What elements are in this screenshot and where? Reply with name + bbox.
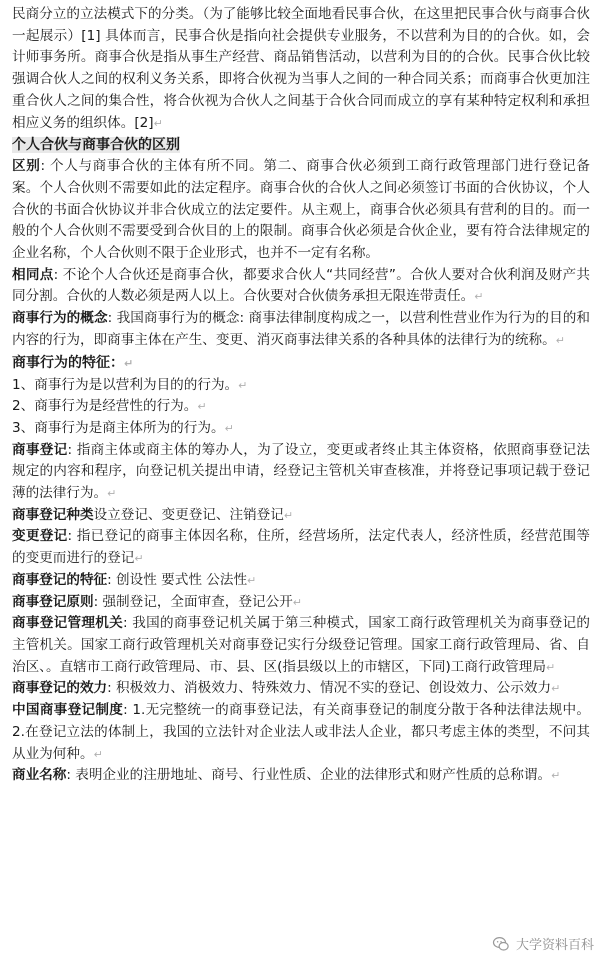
registration-authority-label: 商事登记管理机关 xyxy=(12,615,124,632)
registration-features-label: 商事登记的特征 xyxy=(12,571,108,588)
business-name-paragraph: 商业名称: 表明企业的注册地址、商号、行业性质、企业的法律形式和财产性质的总称谓。↵ xyxy=(12,767,561,784)
concept-paragraph: 商事行为的概念: 我国商事行为的概念: 商事法律制度构成之一，以营利性营业作为行为的目的和内容的行为，即商事主体在产生、变更、消灭商事法律关系的各种具体的法律行为的统称。↵ xyxy=(12,310,590,348)
feature-item: 2、商事行为是经营性的行为。↵ xyxy=(12,398,207,415)
watermark xyxy=(492,934,594,953)
section-heading: 个人合伙与商事合伙的区别 xyxy=(12,137,180,154)
difference-paragraph: 区别: 个人与商事合伙的主体有所不同。第二、商事合伙必须到工商行政管理部门进行登记备案。个人合伙则不需要如此的法定程序。商事合伙的合伙人之间必须签订书面的合伙协议，个人合伙的书面合伙协议并非合伙成立的法定要件。从主观上，商事合伙必须具有营利的目的。而一般的个人合伙则不需要受到合伙目的上的限制。商事合伙必须是合伙企业，要有符合法律规定的企业名称，个人合伙则不限于企业形式，也并不一定有名称。 xyxy=(12,158,591,262)
registration-principles-label: 商事登记原则 xyxy=(12,593,94,610)
feature-item: 1、商事行为是以营利为目的的行为。↵ xyxy=(12,376,248,393)
change-registration-paragraph: 变更登记: 指已登记的商事主体因名称，住所，经营场所，法定代表人，经济性质，经营范围等的变更而进行的登记↵ xyxy=(12,528,591,567)
business-name-label: 商业名称 xyxy=(12,767,67,784)
similarity-paragraph: 相同点: 不论个人合伙还是商事合伙，都要求合伙人“共同经营”。合伙人要对合伙利润及财产共同分割。合伙的人数必须是两人以上。合伙要对合伙债务承担无限连带责任。↵ xyxy=(12,266,591,305)
registration-types-paragraph: 商事登记种类设立登记、变更登记、注销登记↵ xyxy=(12,506,294,523)
registration-authority-paragraph: 商事登记管理机关: 我国的商事登记机关属于第三种模式，国家工商行政管理机关为商事登记的主管机关。国家工商行政管理机关对商事登记实行分级登记管理。国家工商行政管理局、省、自治区、。直辖市工商行政管理局、市、县、区(指县级以上的市辖区，下同)工商行政管理局↵ xyxy=(12,615,590,675)
registration-paragraph: 商事登记: 指商主体或商主体的筹办人，为了设立，变更或者终止其主体资格，依照商事登记法规定的内容和程序，向登记机关提出申请，经登记主管机关审查核准，并将登记事项记载于登记薄的法律行为。↵ xyxy=(12,441,591,502)
features-heading: 商事行为的特征：↵ xyxy=(12,354,134,371)
registration-types-label: 商事登记种类 xyxy=(12,506,94,523)
registration-effect-label: 商事登记的效力 xyxy=(12,680,108,697)
chat-bubble-icon xyxy=(492,935,510,953)
registration-principles-paragraph: 商事登记原则: 强制登记，全面审查，登记公开↵ xyxy=(12,593,302,610)
difference-label: 区别 xyxy=(12,158,41,175)
registration-effect-paragraph: 商事登记的效力: 积极效力、消极效力、特殊效力、情况不实的登记、创设效力、公示效力↵ xyxy=(12,680,561,697)
registration-system-paragraph: 中国商事登记制度: 1.无完整统一的商事登记法，有关商事登记的制度分散于各种法律法规中。2.在登记立法的体制上，我国的立法针对企业法人或非法人企业，都只考虑主体的类型，不问其从业为何种。↵ xyxy=(12,702,591,762)
similarity-label: 相同点 xyxy=(12,266,54,283)
watermark-text: 大学资料百科 xyxy=(515,938,594,953)
registration-system-label: 中国商事登记制度 xyxy=(12,702,124,719)
feature-item: 3、商事行为是商主体所为的行为。↵ xyxy=(12,419,234,436)
change-registration-label: 变更登记 xyxy=(12,528,68,545)
paragraph-mark: ↵ xyxy=(153,116,163,130)
registration-features-paragraph: 商事登记的特征: 创设性 要式性 公法性↵ xyxy=(12,571,257,588)
intro-paragraph: 民商分立的立法模式下的分类。（为了能够比较全面地看民事合伙，在这里把民事合伙与商事合伙一起展示）[1] 具体而言，民事合伙是指向社会提供专业服务，不以营利为目的的合伙。如，会计师事务所。商事合伙是指从事生产经营、商品销售活动，以营利为目的的合伙。民事合伙比较强调合伙人之间的权利义务关系，即将合伙视为当事人之间的一种合同关系；而商事合伙更加注重合伙人之间的集合性，将合伙视为合伙人之间基于合伙合同而成立的享有某种特定权利和承担相应义务的组织体。[2]↵ xyxy=(12,6,590,131)
registration-label: 商事登记 xyxy=(12,441,68,458)
concept-label: 商事行为的概念 xyxy=(12,310,108,327)
